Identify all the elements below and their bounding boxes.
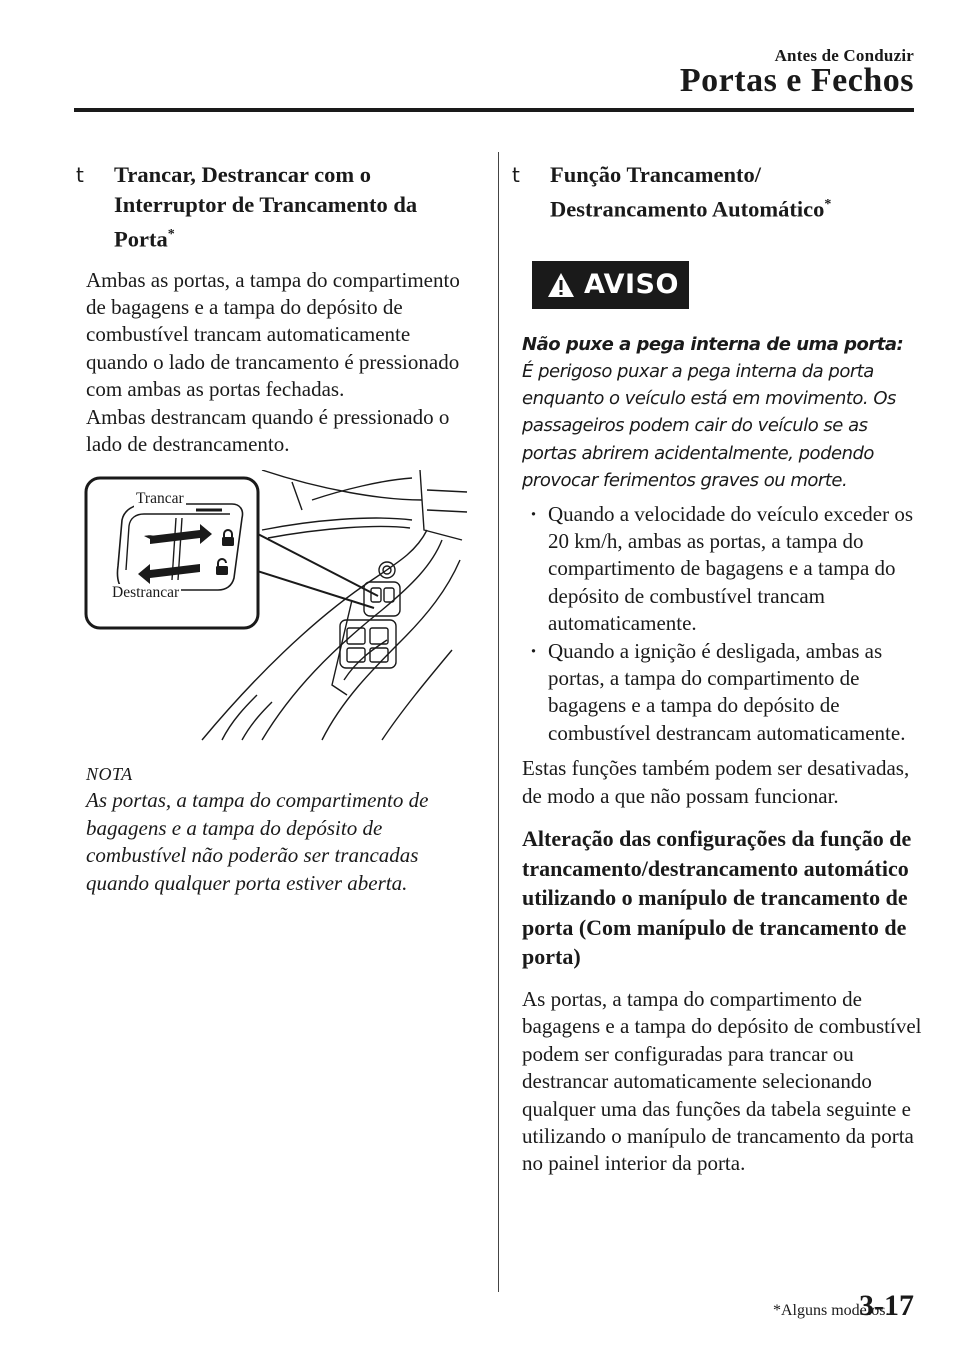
right-subheading: Alteração das configurações da função de trancamento/destrancamento automático utilizando o manípulo de trancamento de porta (Com manípulo de trancamento de porta) (522, 826, 912, 970)
right-column (512, 160, 922, 1178)
note-title: NOTA (86, 764, 133, 785)
left-paragraph-1: Ambas as portas, a tampa do compartimento de bagagens e a tampa do depósito de combustível trancam automaticamente quando o lado de trancamento é pressionado com ambas as portas fechadas. (86, 267, 460, 402)
right-heading-line1: Função Trancamento/ (550, 162, 762, 187)
section-title: Antes de Conduzir (774, 46, 914, 65)
footnote: *Alguns modelos. (773, 1302, 890, 1319)
warning-title: Não puxe a pega interna de uma porta: (522, 333, 904, 355)
door-lock-switch-figure (82, 470, 472, 750)
warning-triangle-icon (546, 271, 576, 299)
right-paragraph-1: Estas funções também podem ser desativadas, de modo a que não possam funcionar. (522, 756, 910, 808)
left-column (76, 160, 476, 897)
page-number: 3-17 (859, 1289, 914, 1322)
left-heading (76, 160, 476, 255)
asterisk: * (824, 197, 832, 212)
warning-badge (532, 261, 689, 309)
column-divider (498, 152, 499, 1292)
warning-text: É perigoso puxar a pega interna da porta enquanto o veículo está em movimento. Os passageiros podem cair do veículo se as portas abrirem acidentalmente, podendo provocar ferimentos graves ou morte. (522, 360, 896, 492)
warning-label: AVISO (584, 269, 679, 300)
label-trancar: Trancar (136, 490, 184, 508)
right-paragraph-2: As portas, a tampa do compartimento de bagagens e a tampa do depósito de combustível podem ser configuradas para trancar ou destrancar automaticamente selecionando qualquer uma das funções da tabela seguinte e utilizando o manípulo de trancamento da porta no painel interior da porta. (522, 986, 922, 1176)
header-rule (74, 108, 914, 112)
list-item: · Quando a velocidade do veículo exceder os 20 km/h, ambas as portas, a tampa do compartimento de bagagens e a tampa do depósito de combustível trancam automaticamente. (530, 501, 914, 636)
bullet-list (522, 501, 922, 748)
padlock-open-icon (214, 558, 230, 576)
left-heading-line1: Trancar, Destrancar com o (114, 162, 372, 187)
left-paragraph-2: Ambas destrancam quando é pressionado o lado de destrancamento. (86, 404, 450, 456)
list-item: · Quando a ignição é desligada, ambas as portas, a tampa do compartimento de bagagens e a tampa do depósito de combustível destrancam automaticamente. (530, 638, 906, 745)
left-heading-line3: Porta (114, 226, 168, 252)
section-marker: t (512, 163, 520, 187)
note-text: As portas, a tampa do compartimento de bagagens e a tampa do depósito de combustível não poderão ser trancadas quando qualquer porta estiver aberta. (86, 788, 429, 895)
asterisk: * (167, 227, 175, 242)
door-lock-switch-illustration (82, 470, 472, 750)
right-heading (512, 160, 922, 225)
page-title: Portas e Fechos (679, 62, 914, 99)
label-destrancar: Destrancar (112, 584, 180, 602)
left-heading-line2: Interruptor de Trancamento da (114, 192, 418, 217)
section-marker: t (76, 163, 84, 187)
padlock-closed-icon (220, 529, 236, 547)
right-heading-line2: Destrancamento Automático (550, 196, 825, 222)
